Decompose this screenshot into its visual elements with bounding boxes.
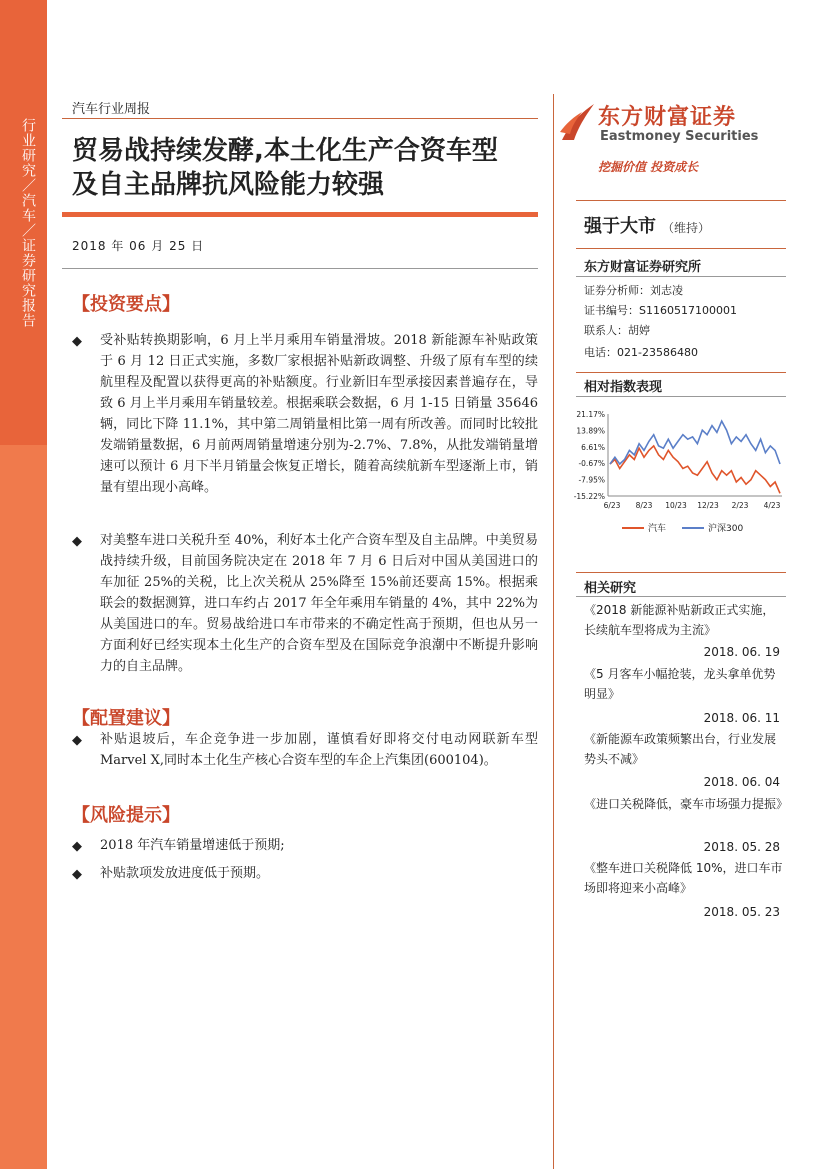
rating-label: 强于大市: [584, 216, 656, 237]
legend-label-auto: 汽车: [648, 524, 667, 534]
legend-label-hs300: 沪深300: [708, 524, 744, 534]
related-item-date: 2018. 06. 19: [703, 645, 780, 659]
related-title: 相关研究: [584, 581, 637, 596]
invest-paragraph-2: 对美整车进口关税升至 40%，利好本土化产合资车型及自主品牌。中美贸易战持续升级，目前国务院决定在 2018 年 7 月 6 日后对中国从美国进口的车加征 25%的关税，比上次关税从 25%降至 15%前还要高 15%。根据乘联会的数据测算，进口车约占 2017 年全年乘用车销量的 4%，其中 22%为从美国进口的车。贸易战给进口车市带来的不确定性高于预期，但也从另一方面利好已经实现本土化生产的合资车型及在国际竞争浪潮中不断提升影响力的自主品牌。: [100, 533, 538, 674]
x-tick-label: 12/23: [697, 501, 719, 510]
invest-paragraph-1: 受补贴转换期影响，6 月上半月乘用车销量滑坡。2018 新能源车补贴政策于 6 月 12 日正式实施，多数厂家根据补贴新政调整、升级了原有车型的续航里程及配置以获得更高的补贴额度。行业新旧车型承接因素普遍存在，导致 6 月上半月乘用车销量较差。根据乘联会数据，6 月 1-15 日销量 35646 辆，同比下降 11.1%，其中第二周销量相比第一周有所改善。而同时比较批发端销量数据，6 月前两周销量增速分别为-2.7%、7.8%，从批发端销量增速可以预计 6 月下半月销量会恢复正增长，随着高续航新车型逐渐上市，销量有望出现小高峰。: [100, 333, 538, 495]
contact: 联系人：胡婷: [584, 324, 650, 337]
relative-index-chart: [572, 404, 786, 538]
related-rule-bottom: [576, 596, 786, 597]
rating-sub: （维持）: [662, 221, 711, 235]
date-rule: [62, 268, 538, 269]
related-item-date: 2018. 06. 11: [703, 711, 780, 725]
bullet: ◆: [72, 334, 82, 349]
y-tick-label: -15.22%: [573, 492, 605, 501]
column-divider: [553, 94, 554, 1169]
brand-slogan: 挖掘价值 投资成长: [598, 160, 699, 174]
rating-rule-bottom: [576, 248, 786, 249]
related-item-title[interactable]: 《新能源车政策频繁出台，行业发展势头不减》: [584, 732, 777, 766]
index-rule-top: [576, 372, 786, 373]
y-tick-label: 21.17%: [576, 410, 605, 419]
related-item-date: 2018. 05. 23: [703, 905, 780, 919]
y-tick-label: 6.61%: [581, 442, 605, 452]
related-item-title[interactable]: 《2018 新能源补贴新政正式实施，长续航车型将成为主流》: [584, 603, 775, 637]
x-axis-labels: [604, 501, 781, 510]
section-heading-config: 【配置建议】: [72, 708, 180, 729]
index-section-title: 相对指数表现: [584, 380, 663, 395]
related-item-date: 2018. 06. 04: [703, 775, 780, 789]
rating-rule-top: [576, 200, 786, 201]
x-tick-label: 6/23: [603, 501, 621, 510]
config-paragraph-1: 补贴退坡后，车企竞争进一步加剧，谨慎看好即将交付电动网联新车型Marvel X,同时本土化生产核心合资车型的车企上汽集团(600104)。: [100, 732, 538, 768]
report-date: 2018 年 06 月 25 日: [72, 239, 205, 253]
x-tick-label: 10/23: [665, 501, 687, 510]
brand-name-en: Eastmoney Securities: [600, 129, 759, 144]
related-item-date: 2018. 05. 28: [703, 840, 780, 854]
y-axis-labels: [574, 410, 605, 501]
x-tick-label: 2/23: [731, 501, 749, 510]
index-rule-bottom: [576, 396, 786, 397]
sidebar-lower-band: [0, 445, 47, 1169]
brand-name-cn: 东方财富证券: [598, 105, 737, 130]
sidebar-label: 行业研究／汽车／证券研究报告: [20, 118, 36, 328]
title-bar: [62, 212, 538, 217]
x-tick-label: 4/23: [763, 501, 781, 510]
page-title: [72, 134, 542, 202]
y-tick-label: -0.67%: [578, 459, 605, 469]
related-item-title[interactable]: 《整车进口关税降低 10%，进口车市场即将迎来小高峰》: [584, 861, 783, 895]
risk-item-2: 补贴款项发放进度低于预期。: [100, 866, 270, 881]
bullet: ◆: [72, 867, 82, 882]
bullet: ◆: [72, 733, 82, 748]
related-rule-top: [576, 572, 786, 573]
institute-name: 东方财富证券研究所: [584, 260, 702, 275]
brand-logo-icon: [558, 100, 598, 144]
section-heading-invest: 【投资要点】: [72, 294, 180, 315]
y-tick-label: -7.95%: [578, 475, 605, 485]
phone: 电话：021-23586480: [584, 346, 698, 359]
rating: [584, 212, 710, 238]
analyst: 证券分析师：刘志凌: [584, 284, 683, 297]
x-tick-label: 8/23: [635, 501, 653, 510]
related-item-title[interactable]: 《5 月客车小幅抢装，龙头拿单优势明显》: [584, 667, 776, 701]
institute-rule: [576, 276, 786, 277]
cert-number: 证书编号：S1160517100001: [584, 304, 737, 317]
title-line-1: 贸易战持续发酵,本土化生产合资车型: [72, 136, 498, 166]
header-rule: [62, 118, 538, 119]
y-tick-label: 13.89%: [576, 426, 605, 436]
bullet: ◆: [72, 534, 82, 549]
risk-item-1: 2018 年汽车销量增速低于预期;: [100, 838, 285, 853]
report-type: 汽车行业周报: [72, 102, 151, 117]
bullet: ◆: [72, 839, 82, 854]
legend: [622, 522, 743, 534]
related-item-title[interactable]: 《进口关税降低，豪车市场强力提振》: [584, 797, 789, 811]
section-heading-risk: 【风险提示】: [72, 805, 180, 826]
title-line-2: 及自主品牌抗风险能力较强: [72, 170, 385, 200]
